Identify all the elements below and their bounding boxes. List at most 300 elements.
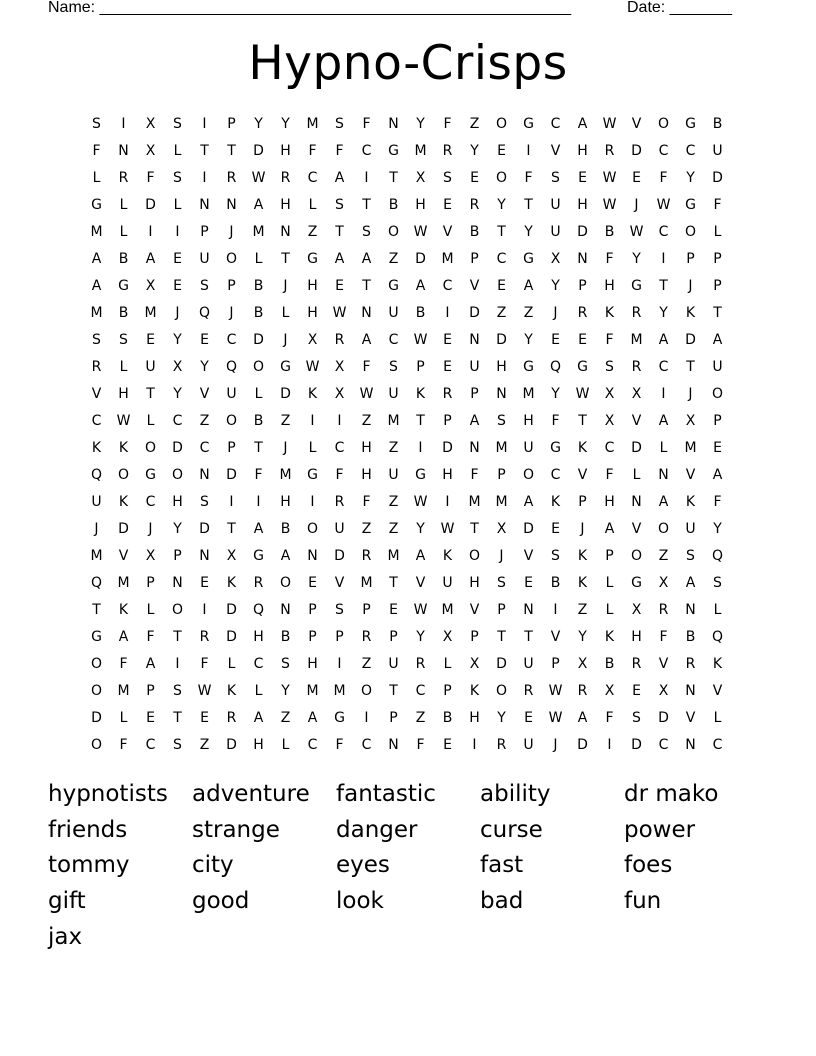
grid-letter: R bbox=[604, 143, 615, 159]
grid-letter: S bbox=[173, 683, 182, 699]
grid-letter: A bbox=[685, 575, 696, 591]
grid-letter: D bbox=[631, 143, 642, 159]
grid-letter: L bbox=[713, 602, 722, 618]
grid-letter: P bbox=[443, 413, 452, 429]
grid-letter: O bbox=[630, 548, 643, 564]
grid-letter: T bbox=[362, 278, 371, 294]
grid-letter: O bbox=[495, 116, 508, 132]
grid-letter: U bbox=[712, 359, 723, 375]
grid-letter: K bbox=[307, 386, 318, 402]
grid-letter: D bbox=[631, 737, 642, 753]
grid-letter: R bbox=[91, 359, 102, 375]
grid-letter: I bbox=[337, 656, 342, 672]
grid-letter: P bbox=[227, 278, 236, 294]
grid-letter: T bbox=[524, 197, 533, 213]
grid-row bbox=[83, 651, 731, 678]
grid-letter: J bbox=[94, 521, 99, 537]
grid-row bbox=[83, 435, 731, 462]
grid-letter: J bbox=[229, 224, 234, 240]
grid-letter: V bbox=[523, 548, 534, 564]
letter-grid bbox=[83, 111, 731, 759]
grid-letter: S bbox=[92, 116, 101, 132]
grid-letter: D bbox=[442, 440, 453, 456]
grid-letter: S bbox=[281, 656, 290, 672]
grid-letter: P bbox=[470, 629, 479, 645]
grid-letter: Q bbox=[549, 359, 562, 375]
grid-letter: D bbox=[253, 332, 264, 348]
grid-letter: S bbox=[713, 575, 722, 591]
grid-letter: E bbox=[308, 575, 317, 591]
word-bank-item: danger bbox=[336, 816, 418, 843]
grid-letter: F bbox=[200, 656, 209, 672]
grid-letter: S bbox=[389, 359, 398, 375]
grid-letter: X bbox=[550, 251, 561, 267]
word-bank-item: foes bbox=[624, 852, 673, 879]
grid-letter: I bbox=[526, 143, 531, 159]
grid-letter: X bbox=[604, 413, 615, 429]
grid-letter: X bbox=[334, 386, 345, 402]
grid-letter: E bbox=[578, 170, 587, 186]
grid-letter: P bbox=[416, 359, 425, 375]
grid-letter: W bbox=[602, 170, 617, 186]
grid-letter: U bbox=[91, 494, 102, 510]
grid-letter: P bbox=[713, 278, 722, 294]
grid-letter: Y bbox=[497, 197, 506, 213]
grid-letter: Y bbox=[200, 359, 209, 375]
grid-letter: A bbox=[145, 656, 156, 672]
word-bank-item: city bbox=[192, 852, 234, 879]
grid-row bbox=[83, 678, 731, 705]
grid-letter: S bbox=[686, 548, 695, 564]
grid-row bbox=[83, 705, 731, 732]
grid-letter: Y bbox=[470, 143, 479, 159]
grid-letter: P bbox=[497, 467, 506, 483]
grid-letter: M bbox=[387, 413, 400, 429]
grid-row bbox=[83, 462, 731, 489]
grid-letter: A bbox=[307, 710, 318, 726]
grid-letter: K bbox=[469, 683, 480, 699]
grid-letter: Z bbox=[280, 413, 291, 429]
grid-letter: E bbox=[173, 278, 182, 294]
grid-letter: O bbox=[225, 413, 238, 429]
grid-letter: M bbox=[441, 602, 454, 618]
grid-letter: B bbox=[280, 521, 291, 537]
grid-letter: E bbox=[443, 197, 452, 213]
grid-letter: Q bbox=[90, 575, 103, 591]
grid-letter: H bbox=[253, 737, 264, 753]
grid-letter: X bbox=[145, 548, 156, 564]
grid-letter: S bbox=[551, 548, 560, 564]
grid-letter: I bbox=[202, 116, 207, 132]
grid-row bbox=[83, 597, 731, 624]
grid-letter: F bbox=[362, 359, 371, 375]
grid-letter: U bbox=[334, 521, 345, 537]
grid-letter: G bbox=[685, 197, 696, 213]
grid-letter: P bbox=[605, 548, 614, 564]
grid-letter: G bbox=[523, 359, 534, 375]
grid-letter: U bbox=[550, 224, 561, 240]
grid-letter: D bbox=[658, 710, 669, 726]
grid-letter: G bbox=[307, 251, 318, 267]
grid-letter: P bbox=[578, 278, 587, 294]
grid-letter: N bbox=[307, 548, 318, 564]
grid-letter: L bbox=[632, 467, 641, 483]
grid-letter: N bbox=[361, 305, 372, 321]
word-bank-item: curse bbox=[480, 816, 543, 843]
grid-letter: T bbox=[227, 143, 236, 159]
grid-letter: Z bbox=[361, 413, 372, 429]
grid-letter: X bbox=[631, 386, 642, 402]
grid-row bbox=[83, 624, 731, 651]
grid-letter: F bbox=[470, 467, 479, 483]
grid-letter: H bbox=[577, 143, 588, 159]
grid-letter: W bbox=[413, 332, 428, 348]
grid-letter: Q bbox=[90, 467, 103, 483]
grid-letter: K bbox=[118, 494, 129, 510]
grid-letter: E bbox=[497, 143, 506, 159]
grid-letter: N bbox=[199, 467, 210, 483]
grid-letter: E bbox=[524, 575, 533, 591]
word-bank-item: eyes bbox=[336, 852, 390, 879]
grid-letter: A bbox=[658, 494, 669, 510]
grid-letter: T bbox=[335, 224, 344, 240]
grid-letter: V bbox=[199, 386, 210, 402]
grid-letter: B bbox=[118, 251, 129, 267]
grid-letter: W bbox=[305, 359, 320, 375]
grid-letter: A bbox=[118, 629, 129, 645]
grid-letter: F bbox=[308, 143, 317, 159]
grid-letter: C bbox=[442, 278, 453, 294]
grid-letter: Y bbox=[659, 305, 668, 321]
grid-letter: B bbox=[253, 305, 264, 321]
grid-letter: X bbox=[442, 629, 453, 645]
grid-letter: I bbox=[148, 224, 153, 240]
word-bank-item: tommy bbox=[48, 852, 130, 879]
grid-letter: K bbox=[91, 440, 102, 456]
grid-letter: L bbox=[119, 710, 128, 726]
grid-letter: U bbox=[469, 359, 480, 375]
grid-letter: M bbox=[495, 494, 508, 510]
grid-letter: P bbox=[308, 602, 317, 618]
grid-letter: S bbox=[200, 494, 209, 510]
grid-letter: P bbox=[470, 386, 479, 402]
grid-letter: N bbox=[469, 440, 480, 456]
grid-letter: C bbox=[604, 440, 615, 456]
grid-letter: Z bbox=[469, 116, 480, 132]
grid-letter: D bbox=[118, 521, 129, 537]
grid-letter: P bbox=[146, 683, 155, 699]
grid-letter: R bbox=[415, 656, 426, 672]
grid-letter: L bbox=[659, 440, 668, 456]
grid-letter: B bbox=[712, 116, 723, 132]
grid-letter: V bbox=[118, 548, 129, 564]
grid-letter: S bbox=[173, 737, 182, 753]
grid-letter: F bbox=[551, 413, 560, 429]
word-bank-item: power bbox=[624, 816, 696, 843]
grid-letter: J bbox=[175, 305, 180, 321]
grid-letter: L bbox=[173, 143, 182, 159]
grid-letter: M bbox=[279, 467, 292, 483]
grid-letter: D bbox=[631, 440, 642, 456]
grid-letter: D bbox=[199, 521, 210, 537]
grid-letter: O bbox=[495, 170, 508, 186]
grid-letter: X bbox=[334, 359, 345, 375]
grid-letter: K bbox=[577, 575, 588, 591]
grid-letter: K bbox=[685, 494, 696, 510]
grid-letter: H bbox=[604, 494, 615, 510]
grid-row bbox=[83, 408, 731, 435]
grid-letter: H bbox=[415, 197, 426, 213]
grid-letter: F bbox=[659, 629, 668, 645]
grid-letter: I bbox=[310, 413, 315, 429]
date-field-label: Date: _______ bbox=[627, 0, 732, 16]
grid-row bbox=[83, 543, 731, 570]
grid-letter: X bbox=[145, 116, 156, 132]
grid-letter: R bbox=[253, 575, 264, 591]
word-bank-item: look bbox=[336, 888, 384, 915]
grid-letter: F bbox=[605, 467, 614, 483]
grid-letter: P bbox=[335, 629, 344, 645]
grid-letter: A bbox=[253, 197, 264, 213]
grid-letter: D bbox=[145, 197, 156, 213]
grid-letter: F bbox=[92, 143, 101, 159]
grid-letter: D bbox=[496, 332, 507, 348]
grid-letter: S bbox=[335, 116, 344, 132]
grid-letter: H bbox=[442, 467, 453, 483]
grid-letter: I bbox=[364, 170, 369, 186]
grid-letter: R bbox=[361, 629, 372, 645]
grid-letter: O bbox=[468, 548, 481, 564]
grid-letter: U bbox=[388, 467, 399, 483]
grid-letter: X bbox=[631, 602, 642, 618]
grid-letter: W bbox=[656, 197, 671, 213]
grid-letter: N bbox=[388, 737, 399, 753]
grid-row bbox=[83, 327, 731, 354]
grid-letter: E bbox=[173, 251, 182, 267]
grid-letter: A bbox=[712, 332, 723, 348]
grid-letter: O bbox=[90, 656, 103, 672]
grid-letter: H bbox=[172, 494, 183, 510]
grid-letter: N bbox=[199, 197, 210, 213]
grid-letter: L bbox=[713, 710, 722, 726]
grid-letter: Z bbox=[388, 440, 399, 456]
grid-letter: A bbox=[361, 332, 372, 348]
grid-letter: S bbox=[119, 332, 128, 348]
grid-row bbox=[83, 732, 731, 759]
grid-letter: A bbox=[604, 521, 615, 537]
grid-letter: H bbox=[631, 629, 642, 645]
grid-letter: M bbox=[360, 575, 373, 591]
grid-letter: O bbox=[90, 683, 103, 699]
grid-letter: E bbox=[470, 170, 479, 186]
grid-letter: Z bbox=[577, 602, 588, 618]
grid-letter: F bbox=[335, 143, 344, 159]
grid-letter: I bbox=[310, 494, 315, 510]
grid-letter: B bbox=[604, 224, 615, 240]
grid-letter: Y bbox=[416, 629, 425, 645]
grid-letter: I bbox=[175, 656, 180, 672]
grid-letter: U bbox=[388, 386, 399, 402]
grid-row bbox=[83, 219, 731, 246]
grid-letter: E bbox=[443, 332, 452, 348]
grid-letter: E bbox=[200, 575, 209, 591]
grid-row bbox=[83, 516, 731, 543]
grid-letter: E bbox=[632, 170, 641, 186]
grid-letter: B bbox=[685, 629, 696, 645]
grid-letter: H bbox=[118, 386, 129, 402]
grid-letter: R bbox=[199, 629, 210, 645]
grid-letter: V bbox=[658, 656, 669, 672]
grid-letter: O bbox=[252, 359, 265, 375]
grid-letter: B bbox=[253, 278, 264, 294]
grid-letter: H bbox=[280, 494, 291, 510]
grid-letter: O bbox=[387, 224, 400, 240]
grid-letter: J bbox=[634, 197, 639, 213]
grid-letter: L bbox=[146, 602, 155, 618]
grid-letter: X bbox=[685, 413, 696, 429]
grid-letter: F bbox=[119, 656, 128, 672]
grid-letter: S bbox=[200, 278, 209, 294]
grid-letter: S bbox=[497, 575, 506, 591]
grid-letter: T bbox=[470, 521, 479, 537]
grid-letter: V bbox=[550, 629, 561, 645]
grid-letter: T bbox=[524, 629, 533, 645]
grid-letter: Z bbox=[415, 710, 426, 726]
grid-letter: K bbox=[442, 548, 453, 564]
grid-letter: B bbox=[442, 710, 453, 726]
grid-letter: B bbox=[253, 413, 264, 429]
grid-letter: L bbox=[173, 197, 182, 213]
grid-letter: F bbox=[524, 170, 533, 186]
grid-letter: M bbox=[306, 683, 319, 699]
word-bank-item: adventure bbox=[192, 781, 310, 807]
grid-letter: E bbox=[551, 332, 560, 348]
grid-letter: N bbox=[172, 575, 183, 591]
grid-letter: Z bbox=[658, 548, 669, 564]
grid-letter: P bbox=[308, 629, 317, 645]
grid-letter: A bbox=[361, 251, 372, 267]
grid-letter: U bbox=[523, 737, 534, 753]
grid-letter: I bbox=[364, 710, 369, 726]
grid-letter: H bbox=[307, 305, 318, 321]
grid-letter: T bbox=[686, 359, 695, 375]
grid-letter: X bbox=[577, 656, 588, 672]
page-title: Hypno-Crisps bbox=[248, 36, 568, 91]
grid-letter: M bbox=[522, 386, 535, 402]
grid-row bbox=[83, 570, 731, 597]
grid-letter: T bbox=[389, 575, 398, 591]
grid-letter: K bbox=[226, 575, 237, 591]
grid-letter: G bbox=[523, 251, 534, 267]
grid-letter: Q bbox=[711, 629, 724, 645]
grid-letter: D bbox=[226, 629, 237, 645]
grid-letter: E bbox=[713, 440, 722, 456]
grid-letter: A bbox=[91, 251, 102, 267]
grid-letter: A bbox=[91, 278, 102, 294]
grid-letter: O bbox=[225, 251, 238, 267]
grid-letter: R bbox=[442, 386, 453, 402]
grid-letter: O bbox=[657, 116, 670, 132]
grid-letter: X bbox=[658, 683, 669, 699]
grid-letter: I bbox=[418, 440, 423, 456]
grid-letter: N bbox=[658, 467, 669, 483]
grid-letter: K bbox=[226, 683, 237, 699]
grid-letter: J bbox=[283, 332, 288, 348]
grid-letter: T bbox=[389, 683, 398, 699]
grid-letter: R bbox=[361, 548, 372, 564]
grid-letter: S bbox=[632, 710, 641, 726]
grid-letter: G bbox=[280, 359, 291, 375]
grid-letter: H bbox=[280, 143, 291, 159]
grid-letter: E bbox=[443, 737, 452, 753]
grid-letter: K bbox=[118, 440, 129, 456]
grid-row bbox=[83, 273, 731, 300]
grid-letter: H bbox=[577, 197, 588, 213]
grid-letter: F bbox=[443, 116, 452, 132]
grid-letter: A bbox=[280, 548, 291, 564]
grid-letter: H bbox=[361, 440, 372, 456]
grid-letter: E bbox=[443, 359, 452, 375]
grid-letter: H bbox=[361, 467, 372, 483]
grid-letter: N bbox=[685, 602, 696, 618]
grid-letter: C bbox=[658, 143, 669, 159]
grid-letter: F bbox=[335, 467, 344, 483]
grid-letter: T bbox=[659, 278, 668, 294]
grid-letter: C bbox=[685, 143, 696, 159]
grid-letter: U bbox=[388, 656, 399, 672]
grid-letter: J bbox=[580, 521, 585, 537]
grid-letter: W bbox=[359, 386, 374, 402]
grid-letter: L bbox=[605, 602, 614, 618]
grid-letter: Y bbox=[281, 683, 290, 699]
grid-letter: F bbox=[605, 332, 614, 348]
grid-letter: C bbox=[307, 170, 318, 186]
grid-letter: C bbox=[550, 116, 561, 132]
word-bank-item: jax bbox=[48, 923, 83, 950]
grid-letter: N bbox=[226, 197, 237, 213]
grid-letter: K bbox=[415, 386, 426, 402]
grid-letter: C bbox=[388, 332, 399, 348]
grid-letter: R bbox=[577, 683, 588, 699]
grid-letter: D bbox=[577, 224, 588, 240]
grid-letter: J bbox=[688, 278, 693, 294]
grid-letter: X bbox=[145, 278, 156, 294]
grid-letter: T bbox=[362, 197, 371, 213]
grid-letter: B bbox=[118, 305, 129, 321]
grid-letter: G bbox=[577, 359, 588, 375]
grid-letter: W bbox=[332, 305, 347, 321]
grid-letter: Q bbox=[225, 359, 238, 375]
grid-letter: R bbox=[334, 332, 345, 348]
grid-letter: O bbox=[117, 467, 130, 483]
grid-letter: G bbox=[550, 440, 561, 456]
grid-letter: I bbox=[607, 737, 612, 753]
grid-letter: U bbox=[145, 359, 156, 375]
grid-letter: C bbox=[658, 359, 669, 375]
grid-letter: X bbox=[145, 143, 156, 159]
grid-letter: C bbox=[172, 413, 183, 429]
grid-letter: L bbox=[119, 359, 128, 375]
grid-letter: P bbox=[227, 440, 236, 456]
grid-letter: E bbox=[389, 602, 398, 618]
grid-letter: G bbox=[523, 116, 534, 132]
grid-letter: J bbox=[283, 278, 288, 294]
grid-letter: I bbox=[661, 386, 666, 402]
grid-letter: R bbox=[631, 656, 642, 672]
grid-letter: E bbox=[200, 332, 209, 348]
grid-letter: C bbox=[253, 656, 264, 672]
grid-letter: W bbox=[602, 197, 617, 213]
